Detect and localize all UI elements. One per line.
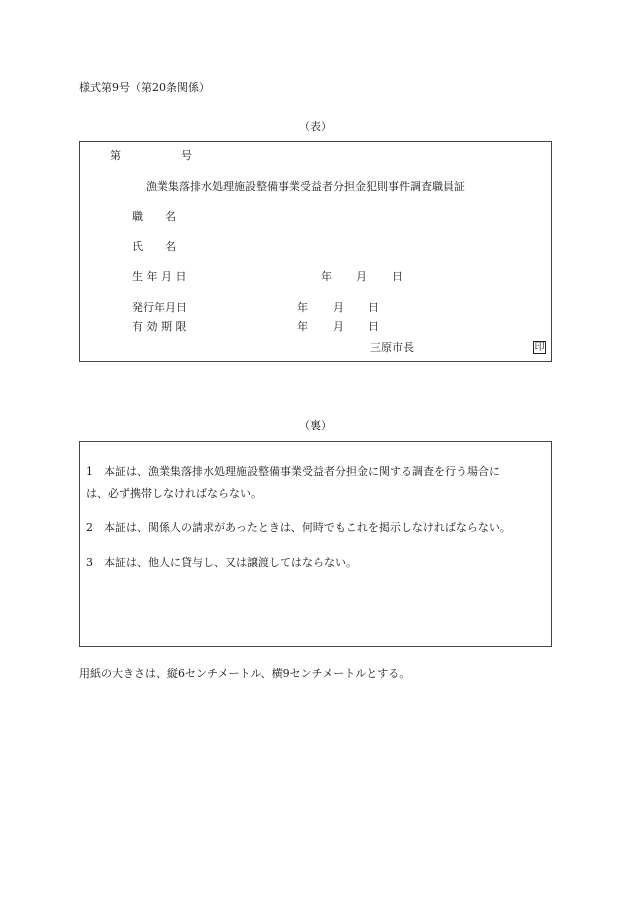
number-suffix: 号: [181, 149, 192, 162]
birth-year-unit: 年: [321, 270, 332, 283]
valid-month-unit: 月: [333, 320, 344, 333]
size-note: 用紙の大きさは、縦6センチメートル、横9センチメートルとする。: [79, 667, 411, 680]
number-prefix: 第: [110, 149, 121, 162]
front-side-label: （表）: [299, 120, 332, 133]
name-label: 氏 名: [132, 240, 176, 253]
back-item-2: 2 本証は、関係人の請求があったときは、何時でもこれを掲示しなければならない。: [86, 521, 511, 534]
issue-year-unit: 年: [297, 301, 308, 314]
issue-date-label: 発行年月日: [132, 301, 187, 314]
issue-day-unit: 日: [368, 301, 379, 314]
back-item-1-line-1: 1 本証は、漁業集落排水処理施設整備事業受益者分担金に関する調査を行う場合に: [86, 465, 500, 478]
valid-day-unit: 日: [368, 320, 379, 333]
birth-month-unit: 月: [356, 270, 367, 283]
issue-month-unit: 月: [333, 301, 344, 314]
form-number: 様式第9号（第20条関係）: [79, 81, 210, 94]
back-item-1-line-2: は、必ず携帯しなければならない。: [86, 487, 262, 500]
back-item-3: 3 本証は、他人に貸与し、又は譲渡してはならない。: [86, 556, 357, 569]
valid-year-unit: 年: [297, 320, 308, 333]
birth-date-label: 生 年 月 日: [132, 270, 187, 283]
card-title: 漁業集落排水処理施設整備事業受益者分担金犯則事件調査職員証: [146, 180, 465, 193]
back-card: [79, 441, 552, 647]
valid-until-label: 有 効 期 限: [132, 320, 187, 333]
front-card: [79, 141, 552, 362]
issuer-name: 三原市長: [370, 341, 414, 354]
seal-stamp: 印: [534, 342, 545, 353]
position-label: 職 名: [132, 210, 176, 223]
birth-day-unit: 日: [392, 270, 403, 283]
back-side-label: （裏）: [299, 419, 332, 432]
